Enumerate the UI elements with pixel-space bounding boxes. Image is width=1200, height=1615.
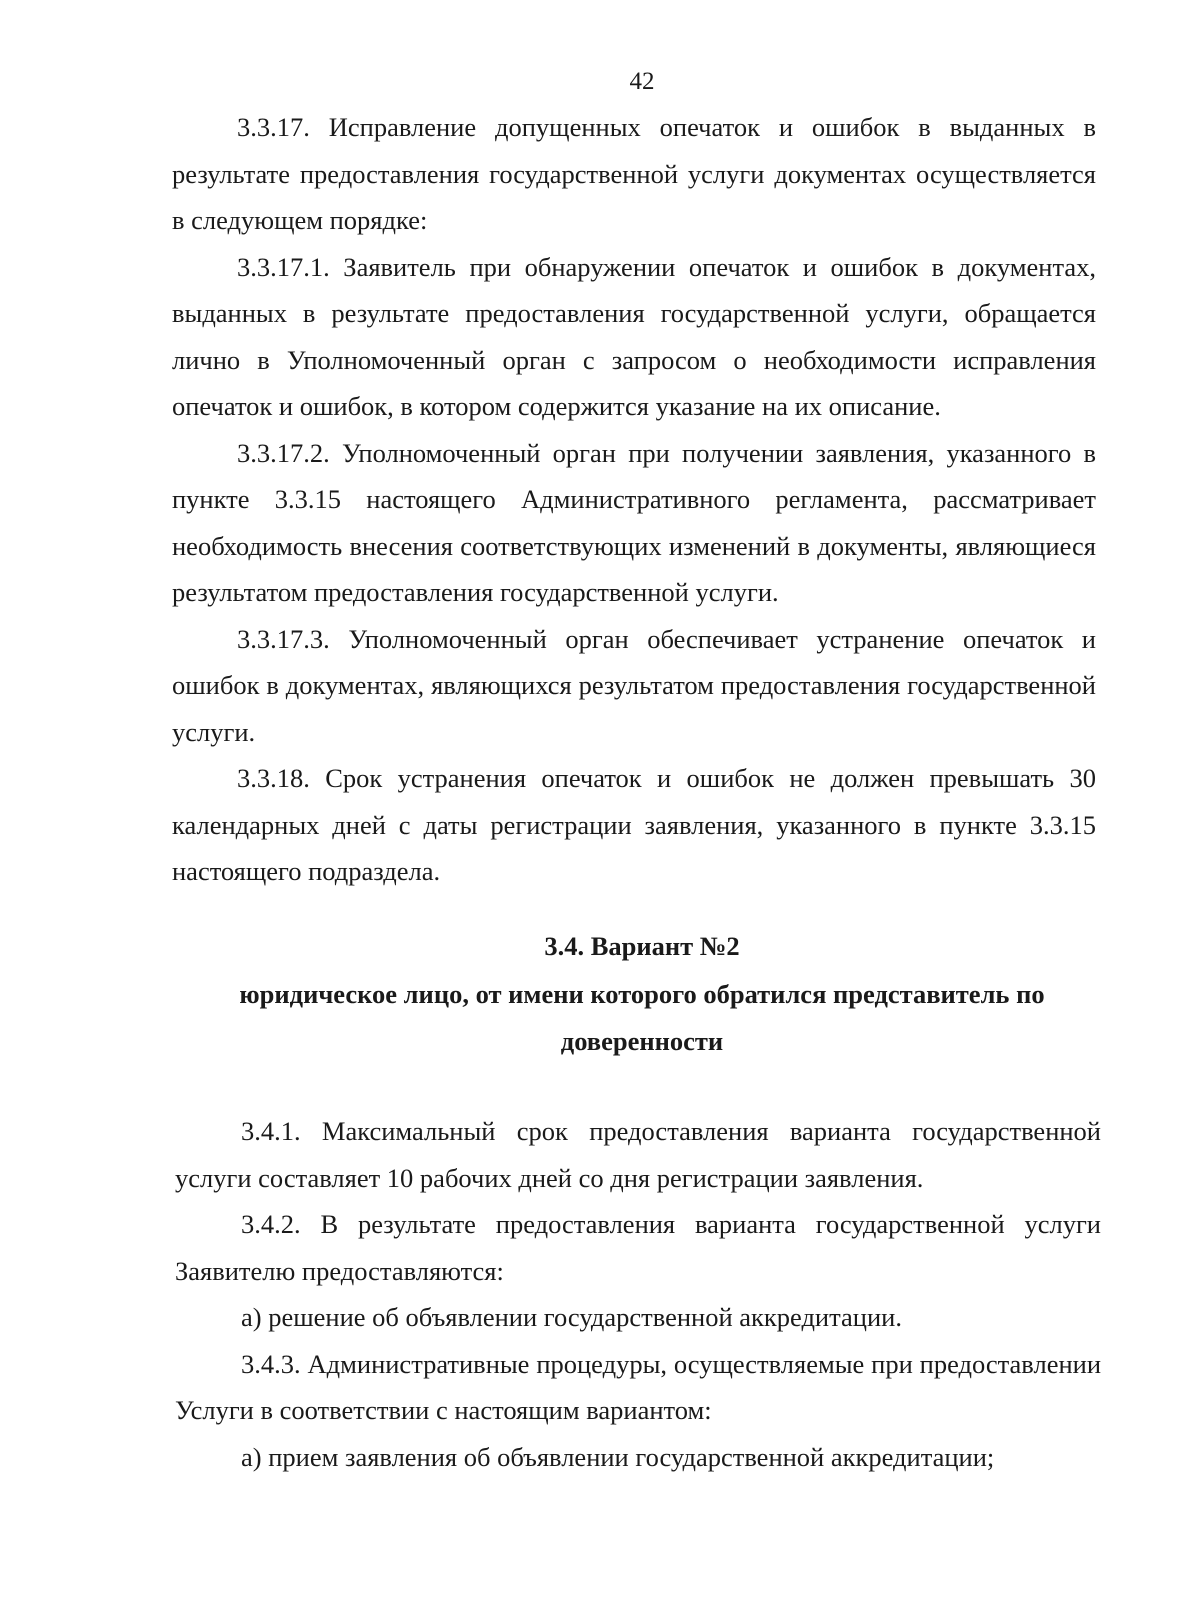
section-3-4-text: [175, 1108, 1101, 1480]
page-number: 42: [629, 68, 655, 95]
section-3-4-heading-line3: доверенности: [560, 1026, 724, 1056]
paragraph-3-4-3: 3.4.3. Административные процедуры, осуществляемые при предоставлении Услуги в соответствии с настоящим вариантом:: [175, 1348, 1101, 1425]
section-3-4-heading-line1: 3.4. Вариант №2: [544, 931, 740, 961]
paragraph-3-3-17-2: 3.3.17.2. Уполномоченный орган при получении заявления, указанного в пункте 3.3.15 настоящего Административного регламента, рассматривает необходимость внесения соответствующих изменений в документы, являющиеся результатом предоставления государственной услуги.: [172, 437, 1096, 607]
paragraph-3-4-2: 3.4.2. В результате предоставления варианта государственной услуги Заявителю предоставляются:: [175, 1209, 1101, 1286]
paragraph-3-3-17: 3.3.17. Исправление допущенных опечаток и ошибок в выданных в результате предоставления государственной услуги документах осуществляется в следующем порядке:: [172, 112, 1096, 235]
paragraph-3-3-17-3: 3.3.17.3. Уполномоченный орган обеспечивает устранение опечаток и ошибок в документах, являющихся результатом предоставления государственной услуги.: [172, 623, 1096, 747]
paragraph-3-4-3-a: а) прием заявления об объявлении государственной аккредитации;: [241, 1441, 995, 1472]
section-3-4-heading-line2: юридическое лицо, от имени которого обратился представитель по: [239, 979, 1045, 1009]
paragraph-3-3-17-1: 3.3.17.1. Заявитель при обнаружении опечаток и ошибок в документах, выданных в результате предоставления государственной услуги, обращается лично в Уполномоченный орган с запросом о необходимости исправления опечаток и ошибок, в котором содержится указание на их описание.: [172, 251, 1096, 421]
paragraph-3-3-18: 3.3.18. Срок устранения опечаток и ошибок не должен превышать 30 календарных дней с даты регистрации заявления, указанного в пункте 3.3.15 настоящего подраздела.: [172, 763, 1096, 886]
paragraph-3-4-2-a: а) решение об объявлении государственной аккредитации.: [241, 1302, 902, 1332]
section-3-3-text: [172, 104, 1096, 895]
paragraph-3-4-1: 3.4.1. Максимальный срок предоставления варианта государственной услуги составляет 10 рабочих дней со дня регистрации заявления.: [175, 1116, 1101, 1193]
